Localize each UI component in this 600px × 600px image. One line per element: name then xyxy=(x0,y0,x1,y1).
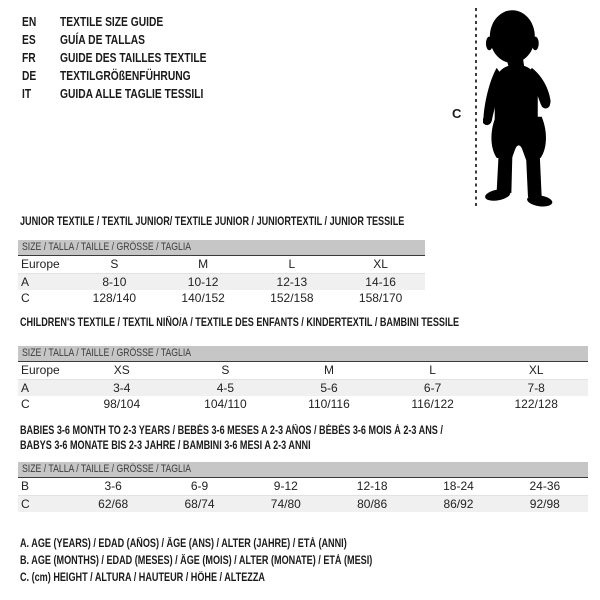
cell: 98/104 xyxy=(103,397,141,412)
language-header xyxy=(22,12,245,102)
cell: 80/86 xyxy=(329,495,415,512)
babies-table xyxy=(18,462,588,512)
lang-code: ES xyxy=(22,31,36,47)
cell: 18-24 xyxy=(415,478,501,495)
note-age-years: A. AGE (YEARS) / EDAD (AÑOS) / ÂGE (ANS) / ALTER (JAHRE) / ETÀ (ANNI) xyxy=(20,538,347,550)
cell: 9-12 xyxy=(243,478,329,495)
row-label: C xyxy=(18,495,70,512)
table-row xyxy=(18,396,588,413)
table-row xyxy=(18,495,588,512)
baby-silhouette-image xyxy=(483,7,571,207)
lang-label: TEXTILGRÖßENFÜHRUNG xyxy=(60,67,191,83)
row-label: A xyxy=(18,273,70,290)
babies-table-title: BABIES 3-6 MONTH TO 2-3 YEARS / BEBÉS 3-6 MESES A 2-3 AÑOS / BÉBÉS 3-6 MOIS À 2-3 ANS / BABYS 3-6 MONATE BIS 2-3 JAHRE / BAMBINI 3-6 MESI A 2-3 ANNI xyxy=(20,425,443,452)
cell: 86/92 xyxy=(415,495,501,512)
cell: 74/80 xyxy=(243,495,329,512)
cell: 68/74 xyxy=(156,495,242,512)
cell: XL xyxy=(336,256,425,273)
cell: 8-10 xyxy=(70,273,159,290)
cell: 24-36 xyxy=(502,478,588,495)
table-row xyxy=(18,290,425,307)
legend-notes xyxy=(20,536,466,587)
size-header-bar: SIZE / TALLA / TAILLE / GRÖSSE / TAGLIA xyxy=(18,240,425,256)
cell: 62/68 xyxy=(70,495,156,512)
cell: L xyxy=(381,362,485,379)
note-height: C. (cm) HEIGHT / ALTURA / HAUTEUR / HÖHE / ALTEZZA xyxy=(20,572,265,584)
junior-table-title: JUNIOR TEXTILE / TEXTIL JUNIOR/ TEXTILE JUNIOR / JUNIORTEXTIL / JUNIOR TESSILE xyxy=(20,216,405,228)
cell: 12-13 xyxy=(248,273,337,290)
row-label: C xyxy=(21,291,30,306)
cell: 116/122 xyxy=(411,397,454,412)
cell: 12-18 xyxy=(329,478,415,495)
lang-code: IT xyxy=(22,85,32,101)
lang-label: TEXTILE SIZE GUIDE xyxy=(60,13,164,29)
row-label: Europe xyxy=(18,362,70,379)
lang-row-es xyxy=(22,30,245,48)
lang-row-fr xyxy=(22,48,245,66)
cell: L xyxy=(248,256,337,273)
size-header-bar: SIZE / TALLA / TAILLE / GRÖSSE / TAGLIA xyxy=(18,462,588,478)
lang-label: GUIDE DES TAILLES TEXTILE xyxy=(60,49,207,65)
cell: 14-16 xyxy=(336,273,425,290)
cell: XL xyxy=(484,362,588,379)
cell: 110/116 xyxy=(308,397,350,412)
junior-table xyxy=(18,240,425,307)
children-table-title: CHILDREN'S TEXTILE / TEXTIL NIÑO/A / TEXTILE DES ENFANTS / KINDERTEXTIL / BAMBINI TESSILE xyxy=(20,317,460,329)
height-dashed-line xyxy=(475,8,477,207)
cell: 140/152 xyxy=(181,291,225,306)
height-measure-label: C xyxy=(452,106,462,121)
table-row xyxy=(18,256,425,273)
cell: XS xyxy=(70,362,174,379)
children-table xyxy=(18,346,588,413)
lang-row-en xyxy=(22,12,245,30)
cell: 128/140 xyxy=(92,291,137,306)
cell: 7-8 xyxy=(484,379,588,396)
cell: 5-6 xyxy=(277,379,381,396)
lang-code: FR xyxy=(22,49,36,65)
lang-row-de xyxy=(22,66,245,84)
row-label: A xyxy=(18,379,70,396)
table-row xyxy=(18,362,588,379)
row-label: B xyxy=(18,478,70,495)
lang-label: GUIDA ALLE TAGLIE TESSILI xyxy=(60,85,204,101)
lang-code: DE xyxy=(22,67,37,83)
cell: S xyxy=(70,256,159,273)
size-header-bar: SIZE / TALLA / TAILLE / GRÖSSE / TAGLIA xyxy=(18,346,588,362)
table-row xyxy=(18,379,588,396)
cell: 4-5 xyxy=(174,379,278,396)
lang-label: GUÍA DE TALLAS xyxy=(60,31,146,47)
table-row xyxy=(18,273,425,290)
cell: 3-6 xyxy=(70,478,156,495)
cell: 10-12 xyxy=(159,273,248,290)
cell: S xyxy=(174,362,278,379)
table-row xyxy=(18,478,588,495)
cell: 122/128 xyxy=(514,397,558,412)
lang-row-it xyxy=(22,84,245,102)
cell: M xyxy=(159,256,248,273)
cell: 152/158 xyxy=(270,291,314,306)
note-age-months: B. AGE (MONTHS) / EDAD (MESES) / ÂGE (MOIS) / ALTER (MONATE) / ETÀ (MESI) xyxy=(20,555,373,567)
cell: 92/98 xyxy=(502,495,588,512)
lang-code: EN xyxy=(22,13,37,29)
cell: 158/170 xyxy=(358,291,403,306)
row-label: C xyxy=(21,397,30,412)
cell: 104/110 xyxy=(204,397,247,412)
cell: 6-7 xyxy=(381,379,485,396)
cell: 6-9 xyxy=(156,478,242,495)
cell: M xyxy=(277,362,381,379)
row-label: Europe xyxy=(18,256,70,273)
cell: 3-4 xyxy=(70,379,174,396)
